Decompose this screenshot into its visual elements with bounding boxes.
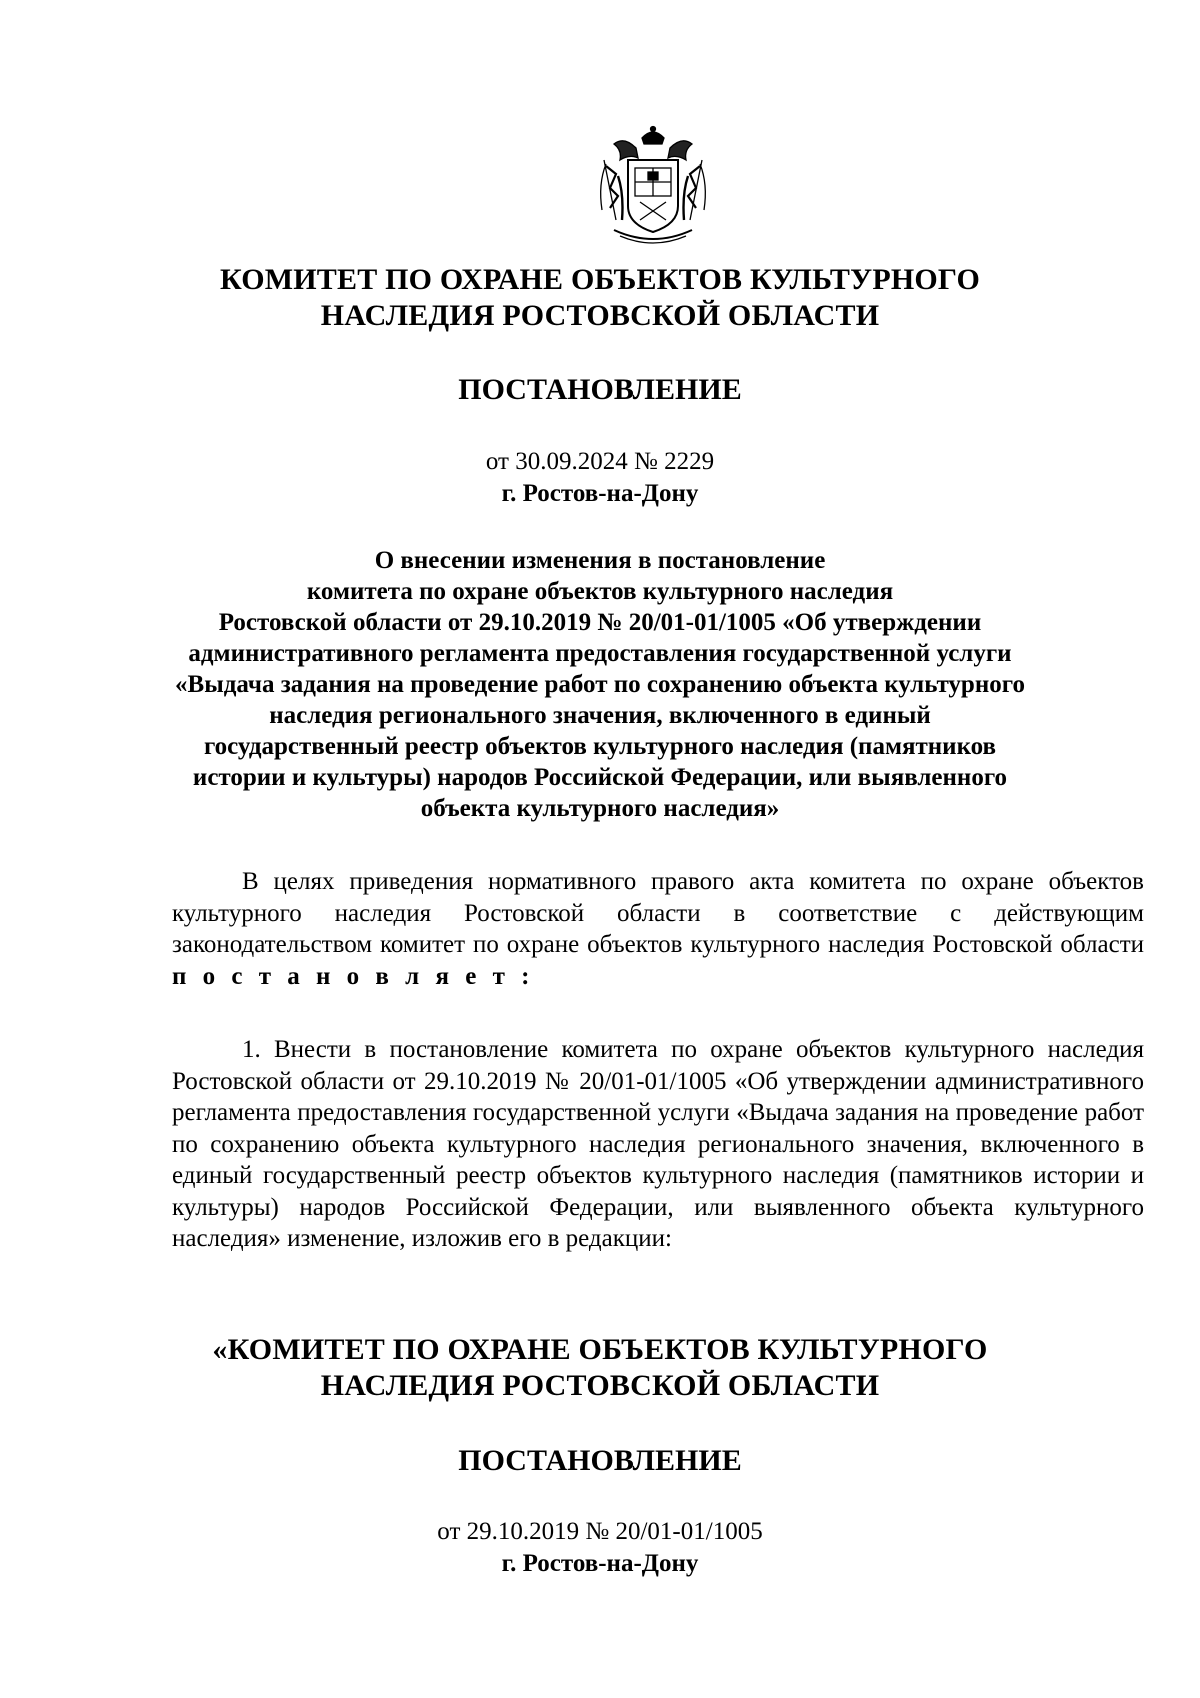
document-date-number: от 30.09.2024 № 2229 — [485, 448, 715, 475]
subject-line: О внесении изменения в постановление — [374, 547, 826, 574]
subject-line: наследия регионального значения, включенного в единый — [269, 702, 931, 729]
org-name-line-2: НАСЛЕДИЯ РОСТОВСКОЙ ОБЛАСТИ — [320, 299, 880, 332]
quoted-document-city: г. Ростов-на-Дону — [501, 1550, 699, 1577]
org-name-line-1: КОМИТЕТ ПО ОХРАНЕ ОБЪЕКТОВ КУЛЬТУРНОГО — [220, 263, 980, 296]
item-1-text: 1. Внести в постановление комитета по охране объектов культурного наследия Ростовской области от 29.10.2019 № 20/01-01/1005 «Об утверждении административного регламента предоставления государственной услуги «Выдача задания на проведение работ по сохранению объекта культурного наследия регионального значения, включенного в единый государственный реестр объектов культурного наследия (памятников истории и культуры) народов Российской Федерации, или выявленного объекта культурного наследия» изменение, изложив его в редакции: — [172, 1036, 1144, 1252]
quoted-document-date-number: от 29.10.2019 № 20/01-01/1005 — [437, 1518, 763, 1545]
subject-line: комитета по охране объектов культурного наследия — [306, 578, 894, 605]
quoted-document-type-title: ПОСТАНОВЛЕНИЕ — [458, 1444, 742, 1477]
document-type-title: ПОСТАНОВЛЕНИЕ — [458, 373, 742, 406]
subject-line: государственный реестр объектов культурного наследия (памятников — [203, 733, 997, 760]
document-city: г. Ростов-на-Дону — [501, 480, 699, 507]
preamble-paragraph — [172, 866, 1144, 992]
coat-of-arms-icon — [596, 124, 710, 248]
subject-line: «Выдача задания на проведение работ по сохранению объекта культурного — [175, 671, 1025, 698]
item-1-paragraph — [172, 1034, 1144, 1255]
quoted-org-name-line-2: НАСЛЕДИЯ РОСТОВСКОЙ ОБЛАСТИ — [320, 1369, 880, 1402]
preamble-keyword: п о с т а н о в л я е т : — [172, 962, 535, 990]
subject-line: объекта культурного наследия» — [420, 795, 780, 822]
subject-line: административного регламента предоставления государственной услуги — [188, 640, 1012, 667]
preamble-text: В целях приведения нормативного правого акта комитета по охране объектов культурного наследия Ростовской области в соответствие с действующим законодательством комитет по охране объектов культурного наследия Ростовской области — [172, 868, 1144, 958]
quoted-org-name-line-1: «КОМИТЕТ ПО ОХРАНЕ ОБЪЕКТОВ КУЛЬТУРНОГО — [212, 1333, 988, 1366]
subject-line: Ростовской области от 29.10.2019 № 20/01-01/1005 «Об утверждении — [218, 609, 982, 636]
subject-line: истории и культуры) народов Российской Федерации, или выявленного — [192, 764, 1008, 791]
